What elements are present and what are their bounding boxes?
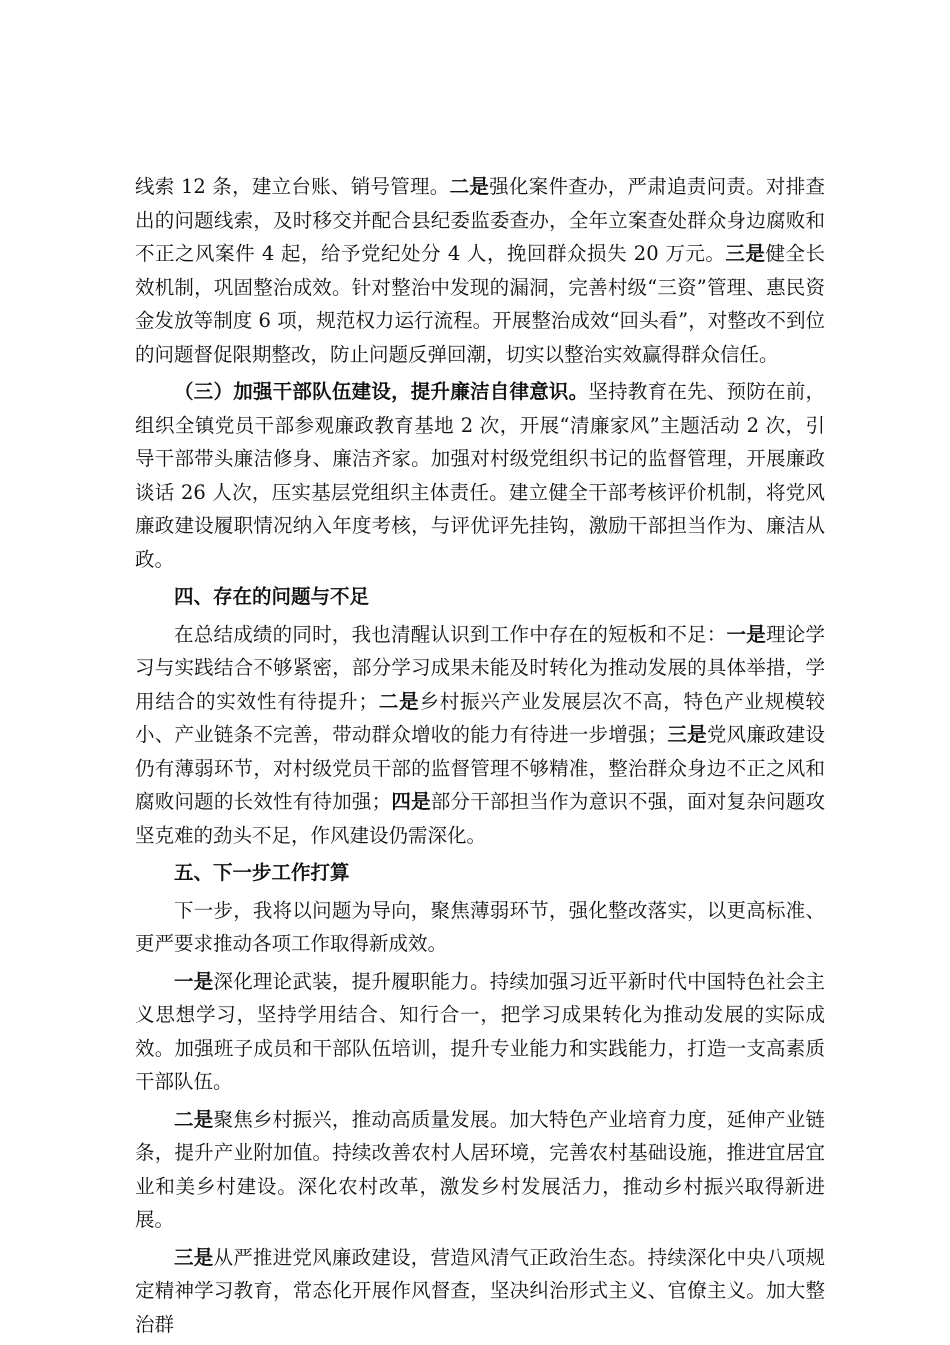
paragraph-text: 深化理论武装，提升履职能力。持续加强习近平新时代中国特色社会主义思想学习，坚持学用结合、知行合一，把学习成果转化为推动发展的实际成效。加强班子成员和干部队伍培训，提升专业能力和实践能力，打造一支高素质干部队伍。 [135, 969, 825, 1093]
paragraph-text: 党风廉政建设仍有薄弱环节，对村级党员干部的监督管理不够精准，整治群众身边不正之风和腐败问题的长效性有待加强； [135, 723, 825, 813]
paragraph-text: 坚持教育在先、预防在前，组织全镇党员干部参观廉政教育基地 2 次，开展“清廉家风”主题活动 2 次，引导干部带头廉洁修身、廉洁齐家。加强对村级党组织书记的监督管理，开展廉政谈话 26 人次，压实基层党组织主体责任。建立健全干部考核评价机制，将党风廉政建设履职情况纳入年度考核，与评优评先挂钩，激励干部担当作为、廉洁从政。 [135, 380, 825, 571]
paragraph-text: 线索 12 条，建立台账、销号管理。 [135, 175, 450, 198]
paragraph-problems [135, 618, 825, 853]
bold-marker: 二是 [174, 1107, 214, 1131]
paragraph-text: 聚焦乡村振兴，推动高质量发展。加大特色产业培育力度，延伸产业链条，提升产业附加值。持续改善农村人居环境，完善农村基础设施，推进宜居宜业和美乡村建设。深化农村改革，激发乡村发展活力，推动乡村振兴取得新进展。 [135, 1107, 825, 1231]
paragraph-text: 在总结成绩的同时，我也清醒认识到工作中存在的短板和不足： [174, 622, 727, 646]
bold-marker: 一是 [726, 622, 766, 646]
subsection-title: （三）加强干部队伍建设，提升廉洁自律意识。 [174, 380, 589, 403]
section-heading-problems: 四、存在的问题与不足 [174, 585, 370, 608]
bold-marker: 一是 [174, 969, 214, 993]
paragraph-text: 健全长效机制，巩固整治成效。针对整治中发现的漏洞，完善村级“三资”管理、惠民资金发放等制度 6 项，规范权力运行流程。开展整治成效“回头看”，对整改不到位的问题督促限期整改，防止问题反弹回潮，切实以整治实效赢得群众信任。 [135, 242, 825, 366]
paragraph-next-step-two [135, 1103, 825, 1237]
document-body [135, 170, 825, 1345]
paragraph-text: 部分干部担当作为意识不强，面对复杂问题攻坚克难的劲头不足，作风建设仍需深化。 [135, 790, 825, 847]
paragraph-text: 乡村振兴产业发展层次不高，特色产业规模较小、产业链条不完善，带动群众增收的能力有待进一步增强； [135, 689, 825, 746]
bold-marker: 三是 [667, 723, 707, 746]
bold-marker: 四是 [391, 790, 431, 813]
paragraph-next-step-one [135, 965, 825, 1099]
bold-marker: 三是 [174, 1245, 214, 1269]
paragraph-text: 从严推进党风廉政建设，营造风清气正政治生态。持续深化中央八项规定精神学习教育，常态化开展作风督查，坚决纠治形式主义、官僚主义。加大整治群 [135, 1245, 825, 1336]
bold-marker: 三是 [725, 242, 766, 265]
paragraph-text: 强化案件查办，严肃追责问责。对排查出的问题线索，及时移交并配合县纪委监委查办，全年立案查处群众身边腐败和不正之风案件 4 起，给予党纪处分 4 人，挽回群众损失 20 万元。 [135, 175, 825, 265]
paragraph-next-step-three [135, 1241, 825, 1342]
paragraph-case-handling [135, 170, 825, 371]
paragraph-cadre-building [135, 375, 825, 576]
paragraph-text: 理论学习与实践结合不够紧密，部分学习成果未能及时转化为推动发展的具体举措，学用结合的实效性有待提升； [135, 622, 825, 713]
bold-marker: 二是 [449, 175, 490, 198]
bold-marker: 二是 [378, 689, 420, 713]
section-heading-next-steps: 五、下一步工作打算 [174, 861, 350, 884]
paragraph-next-steps-intro: 下一步，我将以问题为导向，聚焦薄弱环节，强化整改落实，以更高标准、更严要求推动各项工作取得新成效。 [135, 898, 825, 955]
